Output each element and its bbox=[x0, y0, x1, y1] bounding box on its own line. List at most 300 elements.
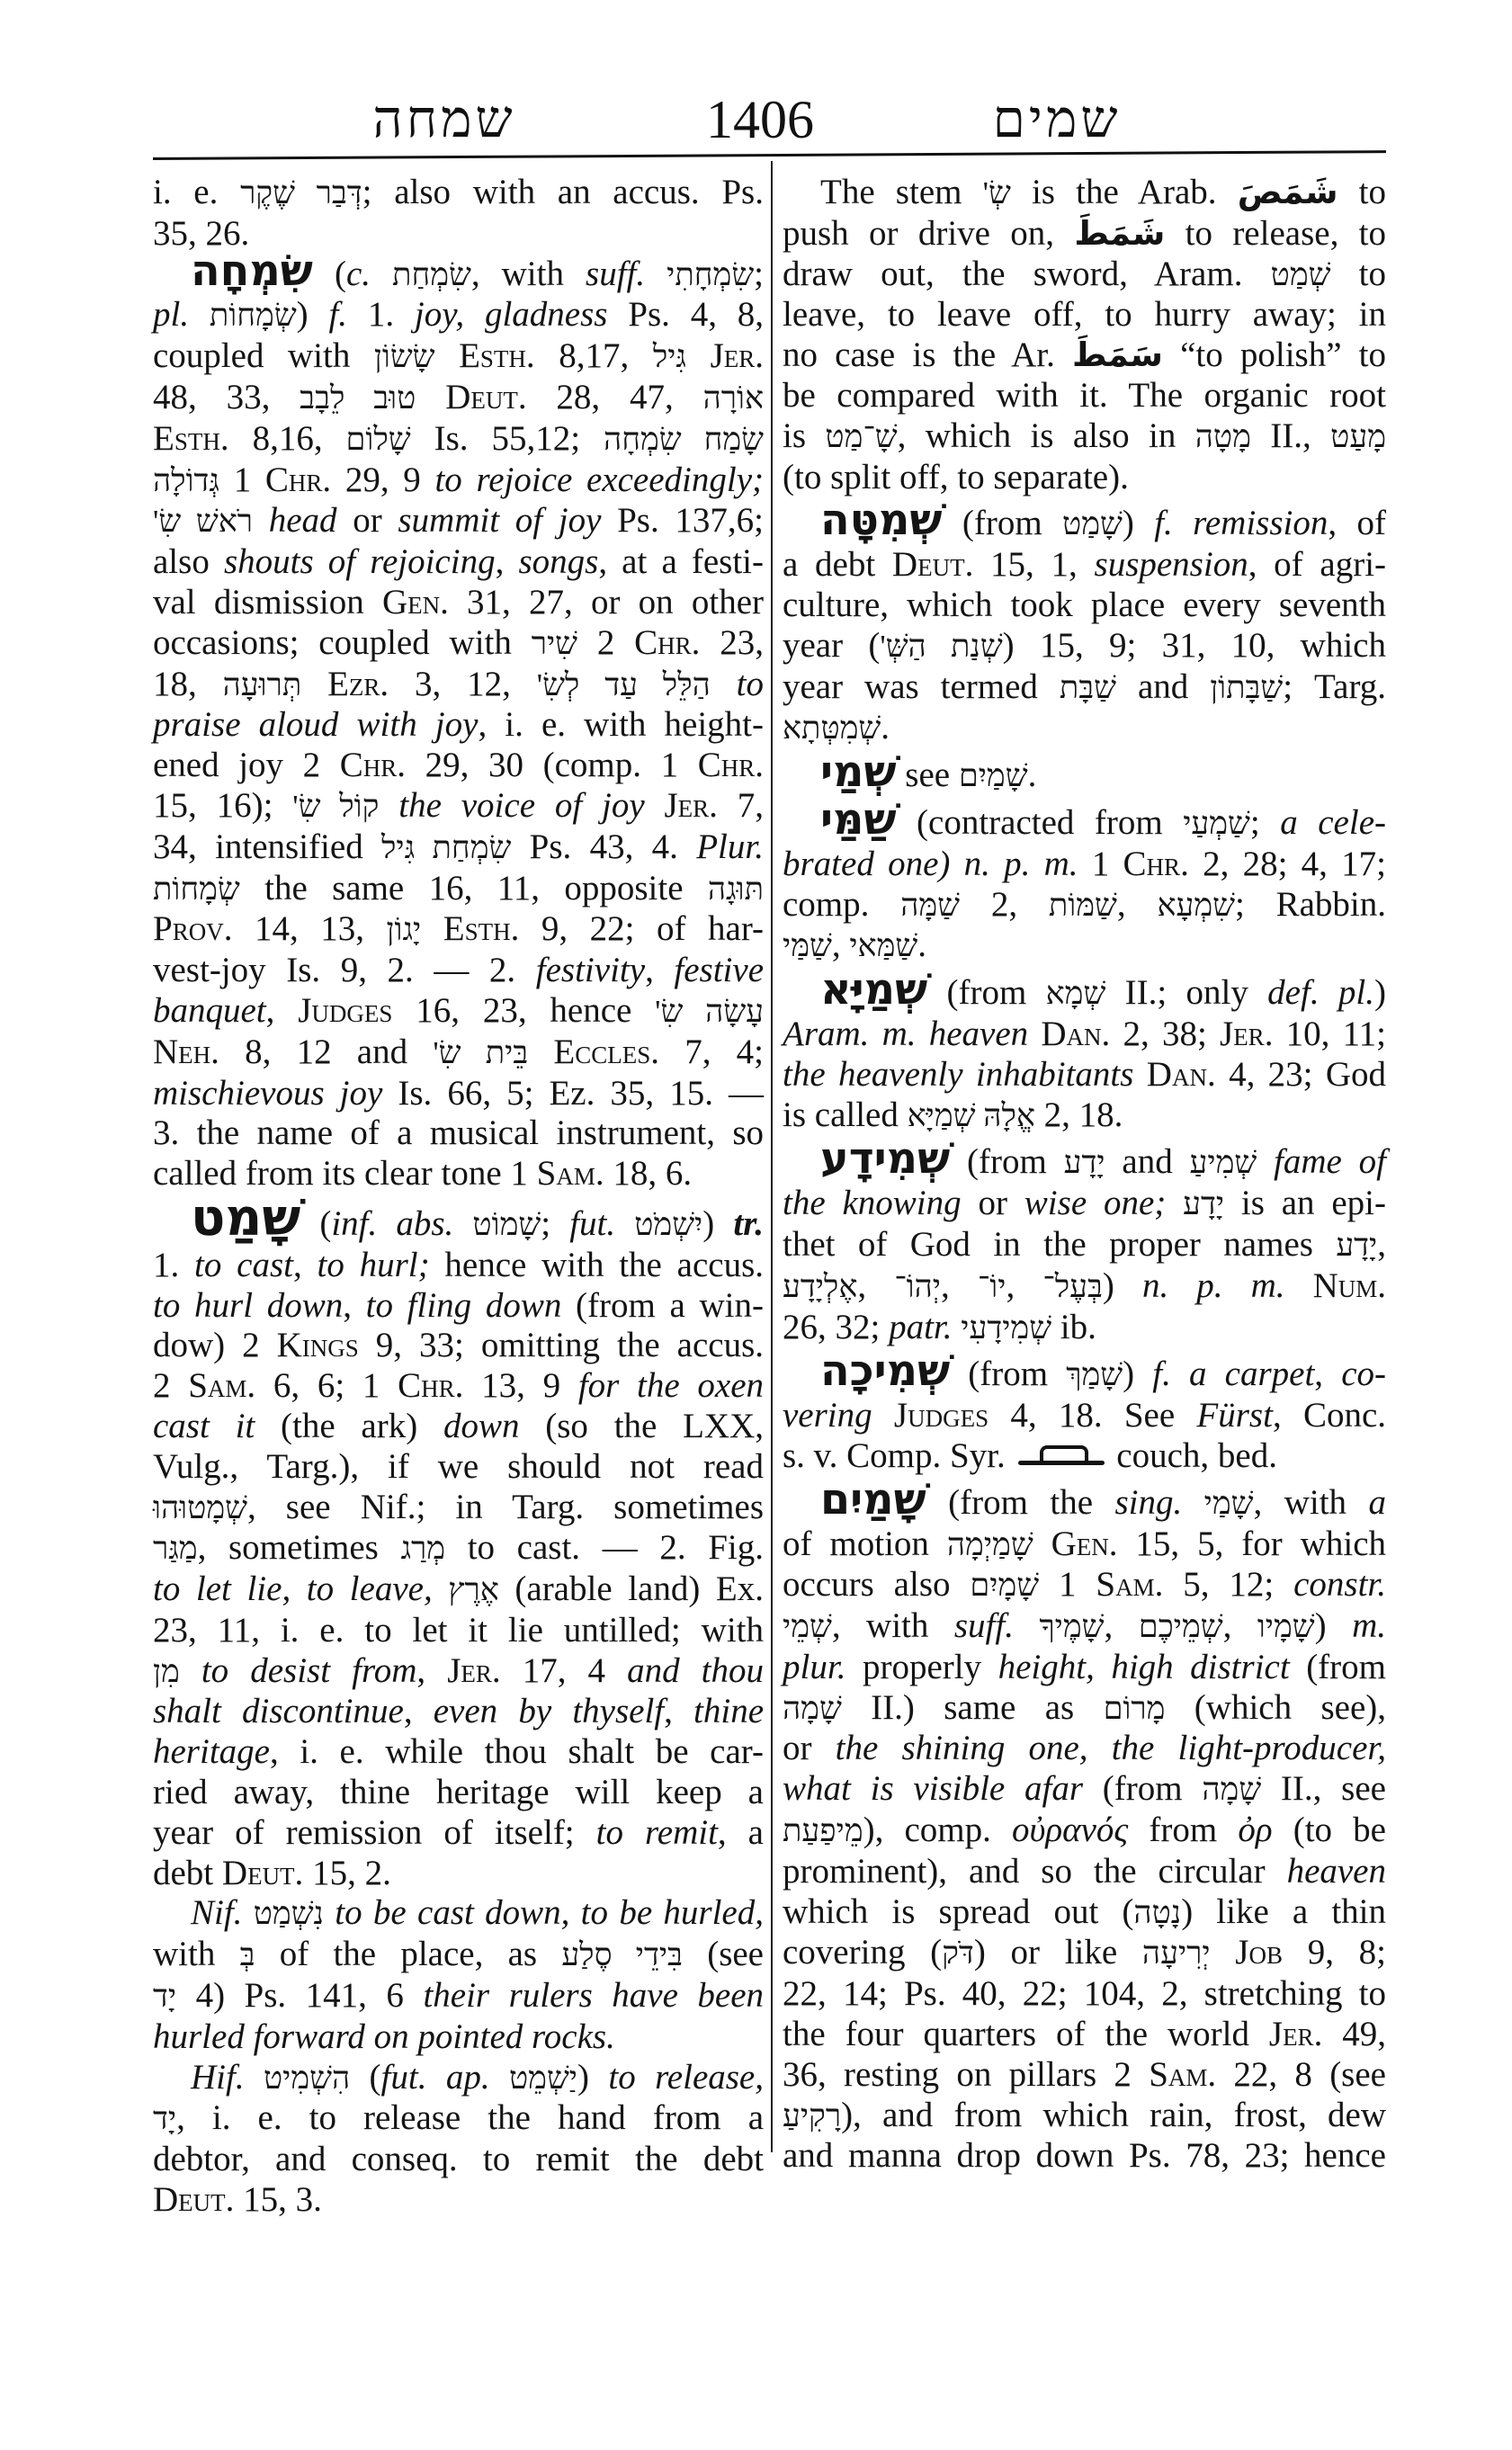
text-line bbox=[153, 665, 764, 706]
text-run: ) bbox=[1102, 1265, 1142, 1305]
text-line bbox=[783, 1892, 1386, 1934]
entry-first-line bbox=[783, 794, 1386, 845]
hebrew-term: שָׂשׂוֹן bbox=[373, 339, 435, 375]
italic-gloss: wise one; bbox=[1024, 1184, 1167, 1223]
text-run: II.) same as bbox=[841, 1687, 1104, 1727]
entry-first-line bbox=[783, 1134, 1386, 1185]
entry-first-line bbox=[783, 496, 1386, 546]
book-abbreviation: Sam. bbox=[188, 1366, 256, 1406]
book-abbreviation: Kings bbox=[276, 1326, 359, 1365]
text-run: 17, 4 bbox=[500, 1650, 628, 1690]
italic-gloss: shouts of rejoicing bbox=[223, 542, 496, 582]
text-run: the same 16, 11, opposite bbox=[239, 868, 708, 908]
text-line bbox=[153, 951, 764, 991]
text-run: 2, 38; bbox=[1110, 1014, 1221, 1053]
hebrew-term: גְּדוֹלָה bbox=[153, 462, 220, 498]
italic-gloss: heaven bbox=[1286, 1851, 1386, 1891]
text-line bbox=[783, 1974, 1386, 2015]
book-abbreviation: Jer. bbox=[664, 785, 718, 825]
headword: שְׁמִיכָה bbox=[820, 1346, 951, 1397]
text-run: Is. 66, 5; Ez. 35, 15. — bbox=[382, 1073, 764, 1113]
header-rule bbox=[153, 150, 1386, 160]
text-run: val dismission bbox=[153, 582, 382, 621]
hebrew-term: מָטָה bbox=[1194, 418, 1251, 454]
book-abbreviation: Jer. bbox=[447, 1650, 501, 1690]
text-run: 1 bbox=[219, 460, 265, 499]
text-line bbox=[783, 1606, 1386, 1648]
text-run: , i. e. to release the hand from a bbox=[176, 2098, 764, 2138]
italic-gloss: shalt discontinue bbox=[153, 1692, 404, 1731]
text-run: hence with the accus. bbox=[429, 1245, 764, 1284]
text-run: ) or like bbox=[973, 1933, 1142, 1972]
hebrew-term: שְׁמִטְּתָא bbox=[783, 711, 881, 747]
syriac-term bbox=[1015, 1440, 1108, 1471]
book-abbreviation: Sam. bbox=[1096, 1565, 1164, 1605]
text-line bbox=[783, 416, 1386, 458]
text-run: 10, 11; bbox=[1273, 1014, 1387, 1053]
italic-gloss: f. a carpet bbox=[1152, 1355, 1315, 1394]
text-line bbox=[783, 1525, 1386, 1566]
hebrew-term: שַׁמַּי bbox=[783, 928, 832, 964]
text-run: debt bbox=[153, 1853, 222, 1892]
text-run bbox=[435, 336, 460, 375]
text-run: 49, bbox=[1322, 2015, 1386, 2054]
hebrew-term: שָׁמַךְ bbox=[1066, 1357, 1123, 1393]
headword: שָׁמַיִם bbox=[820, 1474, 926, 1525]
book-abbreviation: Chr. bbox=[264, 460, 332, 499]
book-abbreviation: Chr. bbox=[634, 622, 701, 662]
text-run: 23, bbox=[700, 622, 765, 662]
text-line bbox=[783, 335, 1386, 376]
text-line bbox=[153, 1611, 764, 1651]
italic-gloss: f. bbox=[328, 295, 348, 335]
text-run: 22, 14; Ps. 40, 22; 104, 2, stretching to bbox=[783, 1974, 1386, 2014]
headword: שְׁמִטָּה bbox=[820, 496, 943, 546]
hebrew-term: אֶלְיָדָע bbox=[783, 1268, 858, 1304]
text-line bbox=[783, 885, 1386, 926]
italic-gloss: to hurl down bbox=[153, 1285, 344, 1325]
hebrew-term: שָׁמוֹט bbox=[472, 1206, 541, 1242]
text-line bbox=[153, 705, 764, 746]
italic-gloss: the voice of joy bbox=[398, 785, 645, 825]
italic-gloss: Hif. bbox=[191, 2057, 245, 2097]
hebrew-term: יָדָע bbox=[1183, 1186, 1225, 1222]
italic-gloss: heritage bbox=[153, 1732, 270, 1772]
hebrew-term: נָטָה bbox=[1133, 1894, 1182, 1930]
text-line bbox=[783, 708, 1386, 749]
text-run: ; bbox=[541, 1203, 570, 1243]
book-abbreviation: Jer. bbox=[710, 336, 765, 376]
text-run: ened joy 2 bbox=[153, 746, 340, 785]
text-line bbox=[783, 667, 1386, 709]
text-run: thet of God in the proper names bbox=[783, 1224, 1337, 1264]
text-run: 22, 8 (see bbox=[1216, 2054, 1386, 2094]
text-line bbox=[783, 845, 1386, 885]
hebrew-term: בֵּית שִׂ' bbox=[433, 1034, 529, 1070]
text-run: to bbox=[1338, 173, 1387, 211]
text-run: 15, 16); bbox=[153, 785, 293, 825]
text-run: II., see bbox=[1261, 1769, 1386, 1809]
text-run bbox=[1133, 1055, 1146, 1094]
text-run bbox=[1033, 1525, 1051, 1563]
text-run: 34, intensified bbox=[153, 827, 382, 866]
text-run: , bbox=[495, 542, 519, 582]
hebrew-term: מַגַּר bbox=[153, 1531, 198, 1567]
italic-gloss: def. pl. bbox=[1267, 973, 1374, 1013]
text-run: The stem bbox=[820, 173, 983, 211]
text-run: which is spread out ( bbox=[783, 1891, 1134, 1931]
text-run: 1 bbox=[1078, 844, 1123, 883]
text-run: 15, 3. bbox=[234, 2180, 322, 2220]
italic-gloss: brated one) n. p. m. bbox=[783, 844, 1078, 883]
text-run: 28, 47, bbox=[526, 377, 703, 416]
text-run: and bbox=[1116, 666, 1211, 706]
book-abbreviation: Sam. bbox=[1149, 2054, 1217, 2094]
text-run: II.; only bbox=[1105, 973, 1268, 1013]
italic-gloss: co- bbox=[1341, 1355, 1386, 1394]
text-run bbox=[433, 1569, 449, 1608]
text-line bbox=[783, 1811, 1386, 1852]
text-run: ib. bbox=[1051, 1307, 1096, 1346]
text-line bbox=[783, 1095, 1386, 1137]
hebrew-term: שִׁיר bbox=[531, 625, 577, 661]
text-run: or bbox=[783, 1729, 836, 1768]
book-abbreviation: Deut. bbox=[221, 1853, 304, 1892]
italic-gloss: sing. bbox=[1114, 1482, 1183, 1522]
text-line bbox=[153, 909, 764, 951]
right-column bbox=[783, 173, 1386, 2177]
hebrew-term: שָׁמָה bbox=[1202, 1772, 1262, 1808]
italic-gloss: songs bbox=[518, 542, 599, 582]
hebrew-term: בְּעֶל־ bbox=[1042, 1268, 1103, 1304]
hebrew-term: שְׁמָא bbox=[1045, 976, 1106, 1012]
text-run: a debt bbox=[783, 545, 892, 585]
text-run: 8, 12 and bbox=[219, 1032, 434, 1071]
hebrew-term: קוֹל שִׂ' bbox=[292, 788, 380, 824]
hebrew-term: יַשְׁמֵט bbox=[508, 2060, 577, 2096]
text-run: is bbox=[783, 416, 826, 455]
text-run: “to polish” to bbox=[1162, 335, 1386, 375]
text-line bbox=[153, 2017, 764, 2058]
hebrew-term: שְׂמָחוֹת bbox=[209, 298, 297, 334]
text-run: 1. bbox=[347, 295, 415, 335]
text-line bbox=[153, 583, 764, 623]
entry-first-line bbox=[783, 965, 1386, 1015]
text-run: see bbox=[896, 756, 959, 795]
book-abbreviation: Eccles. bbox=[553, 1032, 660, 1071]
text-run: ) bbox=[1314, 1606, 1353, 1646]
hebrew-term: דֹּק bbox=[942, 1936, 974, 1972]
hebrew-term: שָׁלוֹם bbox=[345, 421, 411, 457]
text-run bbox=[615, 1204, 634, 1243]
hebrew-term: שָׁמַי bbox=[1203, 1485, 1254, 1521]
text-run: (so the LXX, bbox=[519, 1406, 765, 1445]
hebrew-term: שְׁמִידָעִי bbox=[961, 1310, 1052, 1346]
text-run: to bbox=[1330, 254, 1386, 293]
text-run: 6, 6; 1 bbox=[255, 1366, 398, 1406]
italic-gloss: to bbox=[736, 664, 765, 703]
text-line bbox=[783, 1648, 1386, 1688]
text-line bbox=[783, 214, 1386, 255]
text-line bbox=[153, 419, 764, 460]
hebrew-term: שְׁמִיעַ bbox=[1189, 1145, 1257, 1181]
italic-gloss: m. bbox=[1352, 1606, 1387, 1646]
book-abbreviation: Chr. bbox=[398, 1366, 464, 1406]
text-line bbox=[783, 376, 1386, 416]
text-line bbox=[783, 255, 1386, 296]
text-line bbox=[783, 1396, 1386, 1436]
text-run: to release, to bbox=[1165, 213, 1386, 253]
text-run: 18, bbox=[153, 664, 223, 703]
text-run: (from bbox=[927, 973, 1046, 1013]
hebrew-term: שָׂמַח שִׂמְחָה bbox=[604, 421, 764, 457]
text-line bbox=[783, 2096, 1386, 2137]
italic-gloss: f. remission bbox=[1154, 504, 1329, 543]
text-run: debtor, and conseq. to remit the debt bbox=[153, 2140, 764, 2179]
book-abbreviation: Job bbox=[1235, 1933, 1283, 1972]
text-run: , bbox=[1314, 1355, 1342, 1394]
headword: שְׁמַיָּא bbox=[820, 965, 928, 1015]
hebrew-term: מֵיפַעַת bbox=[783, 1813, 863, 1849]
entry-first-line bbox=[153, 2058, 764, 2099]
text-run: i. e. bbox=[153, 173, 241, 211]
text-run: . bbox=[881, 708, 890, 747]
text-run: 48, 33, bbox=[153, 377, 300, 416]
text-line bbox=[153, 1074, 764, 1114]
text-run: ) bbox=[1123, 1355, 1153, 1394]
text-run: (from a win- bbox=[561, 1285, 764, 1325]
text-run: , bbox=[403, 1692, 434, 1731]
italic-gloss: cast it bbox=[153, 1406, 255, 1445]
text-line bbox=[153, 1854, 764, 1894]
text-run: 2, 28; 4, 17; bbox=[1188, 844, 1386, 883]
text-line bbox=[783, 1729, 1386, 1769]
italic-gloss: patr. bbox=[889, 1307, 953, 1346]
text-line bbox=[783, 295, 1386, 335]
hebrew-term: בְּ bbox=[239, 1937, 255, 1973]
text-run bbox=[1257, 1142, 1274, 1181]
italic-gloss: to remit bbox=[595, 1812, 718, 1852]
hebrew-term: עָשָׂה שִׂ' bbox=[655, 993, 764, 1029]
text-run: dow) 2 bbox=[153, 1326, 277, 1365]
text-run: year ( bbox=[783, 625, 881, 665]
italic-gloss: vering bbox=[783, 1396, 872, 1435]
italic-gloss: inf. abs. bbox=[331, 1203, 454, 1243]
text-run bbox=[490, 2058, 509, 2097]
text-line bbox=[153, 2140, 764, 2180]
text-run bbox=[686, 336, 711, 375]
hebrew-term: שִׂמְחָתִי bbox=[667, 256, 755, 292]
text-line bbox=[783, 458, 1386, 498]
text-line bbox=[153, 1976, 764, 2017]
headword: שִׂמְחָה bbox=[191, 246, 313, 296]
text-run: 9, 8; bbox=[1282, 1933, 1386, 1972]
text-run: (from bbox=[1289, 1647, 1386, 1686]
text-run: 4) Ps. 141, 6 bbox=[176, 1976, 424, 2016]
text-line bbox=[153, 336, 764, 378]
text-run: ) bbox=[296, 295, 329, 335]
text-run bbox=[379, 786, 398, 825]
text-run: ( bbox=[300, 1203, 332, 1243]
headword: שְׁמַי bbox=[820, 747, 897, 798]
text-run: of the place, as bbox=[255, 1935, 562, 1974]
text-run: occasions; coupled with bbox=[153, 622, 532, 662]
italic-gloss: what is visible afar bbox=[783, 1769, 1083, 1809]
text-run: , bbox=[831, 925, 850, 965]
text-run: of motion bbox=[783, 1524, 947, 1563]
text-run: , a bbox=[717, 1812, 764, 1852]
text-run: and bbox=[1105, 1142, 1190, 1182]
text-run: ), and from which rain, frost, dew bbox=[841, 2095, 1386, 2134]
text-run: 5, 12; bbox=[1163, 1565, 1294, 1605]
hebrew-term: הִשְׁמִיט bbox=[263, 2060, 351, 2096]
italic-gloss: joy, gladness bbox=[414, 295, 608, 335]
text-run: ) 15, 9; 31, 10, which bbox=[1002, 625, 1386, 665]
text-run: , bbox=[1377, 1224, 1386, 1264]
italic-gloss: Plur. bbox=[696, 827, 764, 866]
text-run: ( bbox=[350, 2057, 381, 2097]
text-line bbox=[153, 1447, 764, 1488]
text-line bbox=[153, 1692, 764, 1732]
hebrew-term: שִׂמְחַת גִּיל bbox=[381, 829, 512, 865]
text-run: , bbox=[416, 1650, 448, 1690]
text-run: or bbox=[336, 501, 398, 541]
italic-gloss: to release, bbox=[608, 2057, 764, 2097]
text-run bbox=[371, 255, 392, 293]
book-abbreviation: Chr. bbox=[1123, 844, 1189, 883]
text-run bbox=[242, 1893, 253, 1932]
text-run: (from bbox=[1083, 1769, 1203, 1809]
text-run: ) bbox=[577, 2057, 609, 2097]
italic-gloss: a bbox=[1368, 1482, 1386, 1522]
book-abbreviation: Deut. bbox=[891, 545, 974, 585]
text-run: (the ark) bbox=[255, 1406, 443, 1445]
italic-gloss: to fling down bbox=[365, 1285, 562, 1325]
italic-gloss: the knowing bbox=[783, 1184, 962, 1223]
text-run: ; also with an accus. Ps. bbox=[362, 173, 764, 211]
text-run bbox=[711, 665, 737, 703]
text-run bbox=[1285, 1266, 1313, 1305]
text-run bbox=[453, 1204, 472, 1243]
text-line bbox=[783, 626, 1386, 667]
text-run: is the Arab. bbox=[1010, 173, 1238, 211]
text-run bbox=[1028, 1015, 1041, 1053]
text-run: (from the bbox=[926, 1482, 1115, 1522]
text-run: (from bbox=[950, 1355, 1067, 1394]
text-run bbox=[1166, 1184, 1183, 1222]
italic-gloss: n. p. m. bbox=[1141, 1265, 1285, 1305]
hebrew-term: שְׁמָטוּהוּ bbox=[153, 1489, 247, 1525]
text-run: ; bbox=[754, 254, 764, 293]
hebrew-term: שַׁמְעַי bbox=[1183, 805, 1250, 841]
text-run: covering ( bbox=[783, 1933, 943, 1972]
hebrew-term: נִשְׁמַט bbox=[253, 1896, 324, 1932]
text-run: ) like a thin bbox=[1181, 1891, 1386, 1931]
text-run: push or drive on, bbox=[783, 213, 1075, 253]
text-run: 8,17, bbox=[534, 336, 653, 376]
italic-gloss: height, high district bbox=[998, 1647, 1290, 1686]
text-line bbox=[783, 586, 1386, 626]
greek-term: οὐρανός bbox=[1012, 1811, 1129, 1850]
italic-gloss: banquet bbox=[153, 990, 266, 1030]
text-run: 3, 12, bbox=[389, 664, 537, 703]
hebrew-term: רָקִיעַ bbox=[783, 2097, 842, 2133]
text-run: , bbox=[1006, 1265, 1043, 1305]
headword: שְׁמִידָע bbox=[820, 1134, 951, 1185]
text-run: 2, bbox=[960, 884, 1049, 924]
italic-gloss: fut. bbox=[569, 1203, 616, 1243]
text-line bbox=[153, 1326, 764, 1366]
text-run: Ps. 43, 4. bbox=[511, 827, 697, 866]
text-run: properly bbox=[845, 1647, 998, 1686]
italic-gloss: to let lie, to leave, bbox=[153, 1569, 433, 1609]
text-run: 9, 22; of har- bbox=[519, 909, 765, 949]
hebrew-term: מָרוֹם bbox=[1103, 1690, 1166, 1726]
text-run: prominent), and so the circular bbox=[783, 1851, 1287, 1891]
text-run: , bbox=[645, 951, 675, 990]
text-line bbox=[153, 869, 764, 910]
hebrew-term: שִׂמְחַת bbox=[392, 256, 471, 292]
text-run: , of agri- bbox=[1248, 545, 1387, 585]
italic-gloss: c. bbox=[345, 254, 371, 293]
hebrew-term: שָׁמָיִם bbox=[970, 1568, 1040, 1604]
text-run bbox=[245, 2058, 264, 2097]
book-abbreviation: Prov. bbox=[153, 909, 233, 949]
text-run: Is. 55,12; bbox=[410, 418, 604, 458]
italic-gloss: summit of joy bbox=[398, 501, 602, 541]
text-run: ) bbox=[1122, 504, 1155, 543]
text-line bbox=[783, 1852, 1386, 1892]
text-run: 29, 30 (comp. 1 bbox=[406, 746, 698, 785]
text-run: (arable land) Ex. bbox=[498, 1569, 764, 1609]
text-run bbox=[645, 255, 667, 293]
text-run: be compared with it. The organic root bbox=[783, 375, 1386, 415]
text-line bbox=[153, 991, 764, 1033]
text-run: (to split off, to separate). bbox=[783, 457, 1129, 496]
text-run: to cast. — 2. Fig. bbox=[445, 1528, 764, 1568]
text-run: 15, 5, for which bbox=[1117, 1524, 1386, 1563]
text-run: , with bbox=[831, 1606, 954, 1646]
text-line bbox=[153, 623, 764, 665]
text-run: 3. the name of a musical instrument, so bbox=[153, 1113, 764, 1153]
hebrew-term: יָדָע bbox=[1063, 1145, 1105, 1181]
text-run: ( bbox=[312, 254, 346, 293]
text-run: and manna drop down Ps. 78, 23; hence bbox=[783, 2136, 1386, 2176]
text-run: couch, bed. bbox=[1107, 1435, 1277, 1475]
text-line bbox=[153, 2098, 764, 2140]
text-run: (contracted from bbox=[896, 802, 1184, 842]
hebrew-term: יָדָע bbox=[1336, 1227, 1378, 1263]
entry-first-line bbox=[783, 747, 1386, 798]
hebrew-term: שָׁמַיְמָה bbox=[946, 1526, 1033, 1562]
text-run: 1 bbox=[1039, 1565, 1096, 1605]
text-run: 2 bbox=[577, 622, 635, 662]
text-line bbox=[783, 1933, 1386, 1974]
text-run: 8,16, bbox=[228, 418, 346, 458]
hebrew-term: שָׁמַיִם bbox=[958, 758, 1028, 794]
text-run: comp. bbox=[783, 884, 901, 924]
text-run: ), comp. bbox=[863, 1811, 1013, 1850]
italic-gloss: head bbox=[268, 501, 337, 541]
italic-gloss: to rejoice exceedingly; bbox=[434, 460, 765, 499]
italic-gloss: their rulers have been bbox=[423, 1976, 765, 2016]
arabic-term: شَمَطَ bbox=[1074, 213, 1166, 253]
entry-first-line bbox=[783, 1474, 1386, 1525]
text-run: 1. bbox=[153, 1245, 195, 1284]
text-run: , i. e. while thou shalt be car- bbox=[269, 1732, 764, 1772]
italic-gloss: the shining one, the light-producer, bbox=[835, 1729, 1386, 1768]
hebrew-term: יִשְׁמֹט bbox=[634, 1206, 703, 1242]
